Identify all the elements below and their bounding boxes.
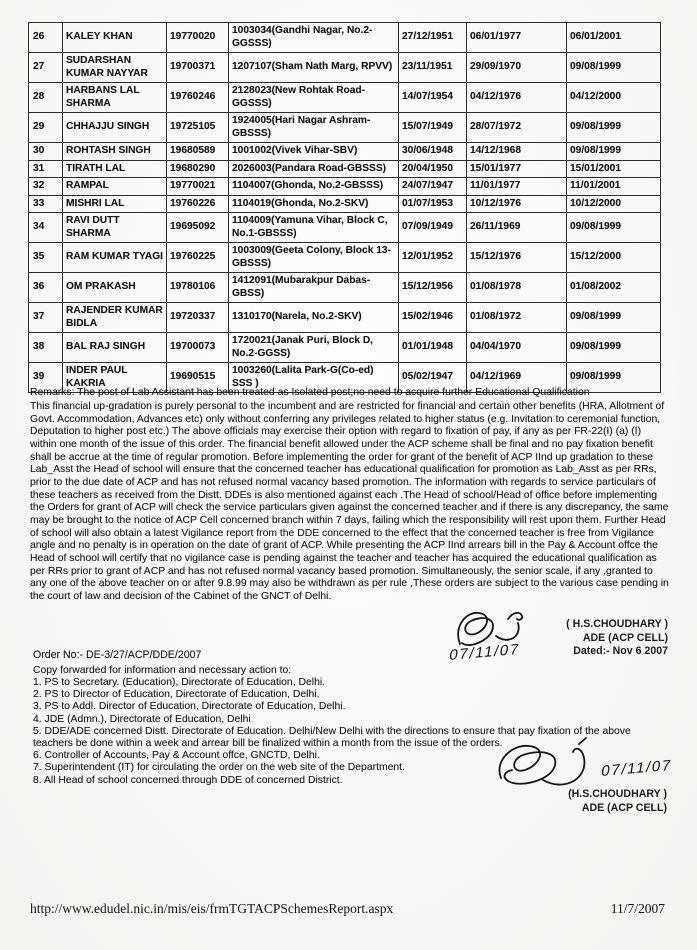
table-row (29, 143, 661, 161)
table-row (29, 273, 661, 303)
acp-beneficiaries-table (28, 22, 661, 393)
cell-name: SUDARSHAN KUMAR NAYYAR (63, 53, 167, 83)
cell-name: BAL RAJ SINGH (63, 333, 167, 363)
copy-forwarded-item: 1. PS to Secretary. (Education), Directorate of Education, Delhi. (33, 677, 326, 688)
cell-emp_id: 19695092 (167, 213, 229, 243)
cell-name: MISHRI LAL (63, 195, 167, 213)
cell-sno: 37 (29, 303, 63, 333)
cell-name: CHHAJJU SINGH (63, 113, 167, 143)
cell-name: HARBANS LAL SHARMA (63, 83, 167, 113)
cell-school: 1001002(Vivek Vihar-SBV) (229, 143, 399, 161)
cell-date1: 23/11/1951 (399, 53, 467, 83)
cell-sno: 36 (29, 273, 63, 303)
cell-sno: 28 (29, 83, 63, 113)
cell-date3: 15/12/2000 (567, 243, 661, 273)
cell-sno: 33 (29, 195, 63, 213)
cell-name: OM PRAKASH (63, 273, 167, 303)
cell-date2: 04/12/1969 (467, 363, 567, 393)
copy-forwarded-item: 5. DDE/ADE concerned Distt. Directorate of Education. Delhi/New Delhi with the directions to ensure that pay fixation of the above teachers be done within a week and arrear bill be finalized within a month from the issue of the orders. (33, 725, 631, 750)
cell-sno: 29 (29, 113, 63, 143)
cell-date1: 07/09/1949 (399, 213, 467, 243)
cell-date3: 10/12/2000 (567, 195, 661, 213)
cell-date3: 11/01/2001 (567, 178, 661, 196)
acp-table-body (29, 23, 661, 393)
cell-emp_id: 19680589 (167, 143, 229, 161)
cell-sno: 31 (29, 160, 63, 178)
cell-emp_id: 19720337 (167, 303, 229, 333)
cell-sno: 34 (29, 213, 63, 243)
cell-date2: 10/12/1976 (467, 195, 567, 213)
signatory-name: ( H.S.CHOUDHARY ) (566, 618, 668, 630)
signature-block-2 (491, 732, 671, 822)
table-row (29, 113, 661, 143)
cell-school: 1003009(Geeta Colony, Block 13-GBSSS) (229, 243, 399, 273)
cell-date1: 15/02/1946 (399, 303, 467, 333)
cell-emp_id: 19760226 (167, 195, 229, 213)
cell-emp_id: 19760225 (167, 243, 229, 273)
cell-name: INDER PAUL KAKRIA (63, 363, 167, 393)
signatory-designation: ADE (ACP CELL) (581, 801, 667, 814)
dated-line: Dated:- Nov 6 2007 (573, 645, 668, 657)
cell-date3: 04/12/2000 (567, 83, 661, 113)
page-footer (30, 901, 665, 917)
cell-date3: 15/01/2001 (567, 160, 661, 178)
table-row (29, 178, 661, 196)
table-row (29, 303, 661, 333)
cell-date2: 04/04/1970 (467, 333, 567, 363)
cell-school: 2128023(New Rohtak Road-GGSSS) (229, 83, 399, 113)
cell-date2: 01/08/1972 (467, 303, 567, 333)
cell-date2: 15/01/1977 (467, 160, 567, 178)
cell-school: 1924005(Hari Nagar Ashram-GBSSS) (229, 113, 399, 143)
cell-sno: 30 (29, 143, 63, 161)
cell-date3: 09/08/1999 (567, 363, 661, 393)
cell-name: RAMPAL (63, 178, 167, 196)
table-row (29, 160, 661, 178)
handwritten-date: 07/11/07 (448, 641, 522, 664)
cell-date2: 28/07/1972 (467, 113, 567, 143)
cell-date3: 06/01/2001 (567, 23, 661, 53)
cell-date2: 29/09/1970 (467, 53, 567, 83)
cell-date2: 06/01/1977 (467, 23, 567, 53)
cell-name: RAVI DUTT SHARMA (63, 213, 167, 243)
cell-date2: 11/01/1977 (467, 178, 567, 196)
cell-date3: 09/08/1999 (567, 53, 661, 83)
cell-school: 1720021(Janak Puri, Block D, No.2-GGSS) (229, 333, 399, 363)
cell-date1: 01/01/1948 (399, 333, 467, 363)
cell-date3: 09/08/1999 (567, 143, 661, 161)
cell-date1: 01/07/1953 (399, 195, 467, 213)
remarks-heading-line: Remarks: The post of Lab Assistant has been treated as Isolated post;no need to acquire further Educational Qualification (30, 387, 590, 398)
handwritten-date: 07/11/07 (599, 757, 673, 780)
cell-date3: 09/08/1999 (567, 213, 661, 243)
cell-name: RAJENDER KUMAR BIDLA (63, 303, 167, 333)
cell-emp_id: 19760246 (167, 83, 229, 113)
copy-forwarded-item: 2. PS to Director of Education, Directorate of Education, Delhi. (33, 689, 320, 701)
table-row (29, 23, 661, 53)
copy-forwarded-item: 4. JDE (Admn.), Directorate of Education, Delhi (33, 713, 251, 725)
cell-date2: 26/11/1969 (467, 213, 567, 243)
cell-date2: 14/12/1968 (467, 143, 567, 161)
cell-school: 1104019(Ghonda, No.2-SKV) (229, 195, 399, 213)
table-row (29, 243, 661, 273)
footer-date: 11/7/2007 (610, 901, 665, 916)
cell-school: 1104009(Yamuna Vihar, Block C, No.1-GBSSS) (229, 213, 399, 243)
cell-date1: 30/06/1948 (399, 143, 467, 161)
cell-school: 1207107(Sham Nath Marg, RPVV) (229, 53, 399, 83)
cell-name: RAM KUMAR TYAGI (63, 243, 167, 273)
cell-date1: 15/07/1949 (399, 113, 467, 143)
cell-school: 2026003(Pandara Road-GBSSS) (229, 160, 399, 178)
cell-name: TIRATH LAL (63, 160, 167, 178)
cell-sno: 32 (29, 178, 63, 196)
cell-emp_id: 19700371 (167, 53, 229, 83)
cell-date3: 09/08/1999 (567, 303, 661, 333)
table-row (29, 333, 661, 363)
cell-date2: 15/12/1976 (467, 243, 567, 273)
cell-date2: 01/08/1978 (467, 273, 567, 303)
cell-emp_id: 19770020 (167, 23, 229, 53)
footer-url: http://www.edudel.nic.in/mis/eis/frmTGTACPSchemesReport.aspx (30, 901, 394, 916)
cell-sno: 35 (29, 243, 63, 273)
cell-date1: 27/12/1951 (399, 23, 467, 53)
table-row (29, 53, 661, 83)
copy-forwarded-item: 7. Superintendent (IT) for circulating the order on the web site of the Department. (33, 762, 405, 774)
cell-date1: 15/12/1956 (399, 273, 467, 303)
cell-date1: 14/07/1954 (399, 83, 467, 113)
cell-date3: 01/08/2002 (567, 273, 661, 303)
cell-date1: 05/02/1947 (399, 363, 467, 393)
copy-forwarded-item: 3. PS to Addl. Director of Education, Directorate of Education, Delhi. (33, 701, 346, 713)
cell-date1: 20/04/1950 (399, 160, 467, 178)
cell-school: 1104007(Ghonda, No.2-GBSSS) (229, 178, 399, 196)
table-row (29, 213, 661, 243)
copy-forwarded-item: 8. All Head of school concerned through DDE of concerned District. (33, 774, 343, 786)
cell-date2: 04/12/1976 (467, 83, 567, 113)
cell-date3: 09/08/1999 (567, 113, 661, 143)
cell-school: 1310170(Narela, No.2-SKV) (229, 303, 399, 333)
cell-emp_id: 19725105 (167, 113, 229, 143)
signatory-name: (H.S.CHOUDHARY ) (568, 788, 667, 800)
signatory-designation: ADE (ACP CELL) (582, 631, 668, 644)
cell-emp_id: 19690515 (167, 363, 229, 393)
cell-emp_id: 19700073 (167, 333, 229, 363)
cell-sno: 38 (29, 333, 63, 363)
cell-date1: 12/01/1952 (399, 243, 467, 273)
cell-emp_id: 19770021 (167, 178, 229, 196)
table-row (29, 195, 661, 213)
order-number: Order No:- DE-3/27/ACP/DDE/2007 (33, 649, 202, 661)
cell-emp_id: 19680290 (167, 160, 229, 178)
cell-sno: 27 (29, 53, 63, 83)
cell-emp_id: 19780106 (167, 273, 229, 303)
cell-name: ROHTASH SINGH (63, 143, 167, 161)
cell-date3: 09/08/1999 (567, 333, 661, 363)
cell-school: 1412091(Mubarakpur Dabas-GBSS) (229, 273, 399, 303)
copy-forwarded-heading: Copy forwarded for information and necessary action to: (33, 665, 292, 676)
cell-name: KALEY KHAN (63, 23, 167, 53)
remarks-section (30, 386, 670, 604)
cell-date1: 24/07/1947 (399, 178, 467, 196)
copy-forwarded-item: 6. Controller of Accounts, Pay & Account offce, GNCTD, Delhi. (33, 750, 320, 762)
cell-school: 1003034(Gandhi Nagar, No.2-GGSSS) (229, 23, 399, 53)
cell-sno: 39 (29, 363, 63, 393)
remarks-paragraph: This financial up-gradation is purely personal to the incumbent and are restricted for financial and certain other benefits (HRA, Allotment of Govt. Accommodation, Advances etc) only without conferring any privileges related to higher status (e.g. Invitation to ceremonial function, Deputation to higher post etc.) The above officials may exercise their option with regard to fixation of pay, if any as per FR-22(I) (a) (I) within one month of the issue of this order. The financial benefit allowed under the ACP scheme shall be final and no pay fixation benefit shall be accrue at the time of regular promotion. Before implementing the order for grant of the benefit of ACP IInd up gradation to these Lab_Asst the Head of school will ensure that the concerned teacher has educational qualification for promotion as Lab_Asst as per RRs, prior to the due date of ACP and has not refused normal vacancy based promotion. The information with regards to service particulars of these teachers as received from the Distt. DDEs is also mentioned against each .The Head of school/Head of office before implementing the Orders for grant of ACP will check the service particulars given against the concerned teacher and if there is any discrepancy, the same may be brought to the notice of ACP Cell concerned branch within 7 days, failing which the responsibility will rest upon them. Further Head of school will also obtain a latest Vigilance report from the DDE concerned to the effect that the concerned teacher is free from Vigilance angle and no penalty is in operation on the date of grant of ACP. While presenting the ACP IInd arrears bill in the Pay & Account offce the Head of school will certify that no vigilance case is pending against the teacher and teacher has acquired the educational qualification as per RRs prior to grant of ACP and has not refused normal vacancy based promotion. Simultaneously, the senior scale, if any ,granted to any one of the above teacher on or after 9.8.99 may also be withdrawn as per rule ,These orders are subject to the various case pending in the court of law and decision of the Cabinet of the GNCT of Delhi. (30, 401, 669, 602)
table-row (29, 83, 661, 113)
cell-school: 1003260(Lalita Park-G(Co-ed) SSS ) (229, 363, 399, 393)
cell-sno: 26 (29, 23, 63, 53)
